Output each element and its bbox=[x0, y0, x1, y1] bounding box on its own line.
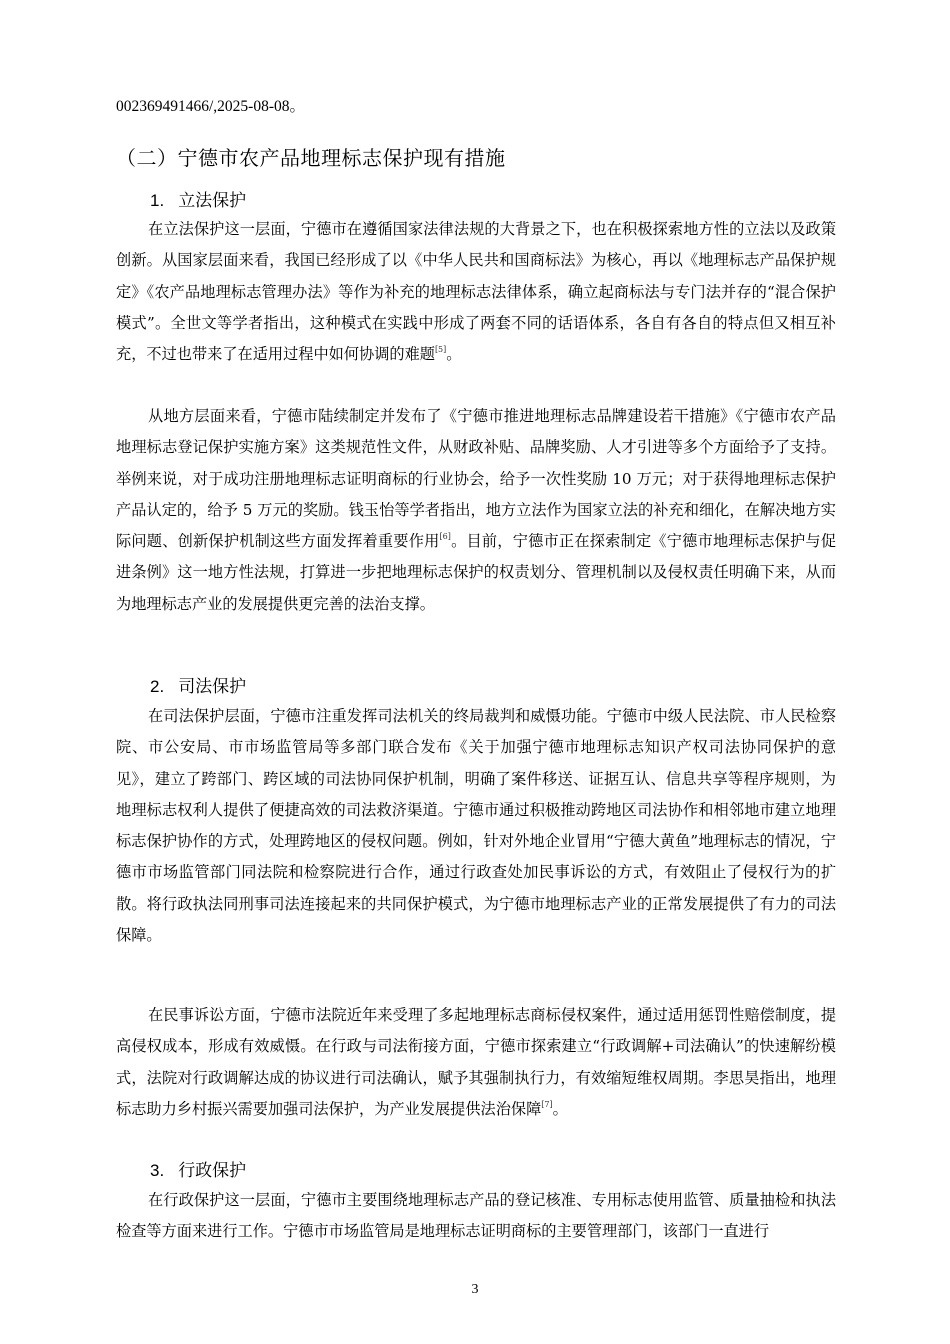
paragraph bbox=[116, 401, 836, 620]
subsection-number: 2. bbox=[150, 677, 165, 696]
page-number: 3 bbox=[471, 1282, 479, 1297]
subsection-heading-2 bbox=[150, 672, 246, 697]
citation-marker: [5] bbox=[434, 345, 447, 355]
paragraph-text: 。目前，宁德市正在探索制定《宁德市地理标志保护与促进条例》这一地方性法规，打算进一步把地理标志保护的权责划分、管理机制以及侵权责任明确下来，从而为地理标志产业的发展提供更完善的法治支撑。 bbox=[116, 532, 837, 613]
subsection-number: 3. bbox=[150, 1161, 165, 1180]
paragraph bbox=[116, 1000, 836, 1125]
citation-marker: [7] bbox=[541, 1099, 553, 1109]
paragraph bbox=[116, 214, 836, 370]
paragraph-text: 在立法保护这一层面，宁德市在遵循国家法律法规的大背景之下，也在积极探索地方性的立法以及政策创新。从国家层面来看，我国已经形成了以《中华人民共和国商标法》为核心，再以《地理标志产品保护规定》《农产品地理标志管理办法》等作为补充的地理标志法律体系，确立起商标法与专门法并存的“混合保护模式”。全世文等学者指出，这种模式在实践中形成了两套不同的话语体系，各自有各自的特点但又相互补充，不过也带来了在适用过程中如何协调的难题 bbox=[116, 220, 836, 364]
subsection-title: 司法保护 bbox=[178, 677, 247, 697]
paragraph-text: 。 bbox=[446, 345, 462, 364]
paragraph-text: 在行政保护这一层面，宁德市主要围绕地理标志产品的登记核准、专用标志使用监管、质量抽检和执法检查等方面来进行工作。宁德市市场监管局是地理标志证明商标的主要管理部门，该部门一直进行 bbox=[116, 1191, 836, 1241]
subsection-number: 1. bbox=[150, 191, 165, 210]
reference-tail: 002369491466/,2025-08-08。 bbox=[116, 98, 306, 115]
paragraph-text: 从地方层面来看，宁德市陆续制定并发布了《宁德市推进地理标志品牌建设若干措施》《宁德市农产品地理标志登记保护实施方案》这类规范性文件，从财政补贴、品牌奖励、人才引进等多个方面给予了支持。举例来说，对于成功注册地理标志证明商标的行业协会，给予一次性奖励 10 万元；对于获得地理标志保护产品认定的，给予 5 万元的奖励。钱玉怡等学者指出，地方立法作为国家立法的补充和细化，在解决地方实际问题、创新保护机制这些方面发挥着重要作用 bbox=[116, 407, 836, 551]
subsection-title: 行政保护 bbox=[178, 1161, 247, 1181]
paragraph-text: 在民事诉讼方面，宁德市法院近年来受理了多起地理标志商标侵权案件，通过适用惩罚性赔偿制度，提高侵权成本，形成有效威慑。在行政与司法衔接方面，宁德市探索建立“行政调解+司法确认”的快速解纷模式，法院对行政调解达成的协议进行司法确认，赋予其强制执行力，有效缩短维权周期。李思昊指出，地理标志助力乡村振兴需要加强司法保护，为产业发展提供法治保障 bbox=[116, 1006, 836, 1118]
subsection-title: 立法保护 bbox=[178, 191, 247, 211]
paragraph bbox=[116, 1185, 836, 1248]
section-title: （二）宁德市农产品地理标志保护现有措施 bbox=[116, 146, 506, 170]
subsection-heading-3 bbox=[150, 1156, 246, 1181]
paragraph-text: 在司法保护层面，宁德市注重发挥司法机关的终局裁判和威慑功能。宁德市中级人民法院、市人民检察院、市公安局、市市场监管局等多部门联合发布《关于加强宁德市地理标志知识产权司法协同保护的意见》，建立了跨部门、跨区域的司法协同保护机制，明确了案件移送、证据互认、信息共享等程序规则，为地理标志权利人提供了便捷高效的司法救济渠道。宁德市通过积极推动跨地区司法协作和相邻地市建立地理标志保护协作的方式，处理跨地区的侵权问题。例如，针对外地企业冒用“宁德大黄鱼”地理标志的情况，宁德市市场监管部门同法院和检察院进行合作，通过行政查处加民事诉讼的方式，有效阻止了侵权行为的扩散。将行政执法同刑事司法连接起来的共同保护模式，为宁德市地理标志产业的正常发展提供了有力的司法保障。 bbox=[116, 707, 836, 945]
paragraph-text: 。 bbox=[552, 1099, 568, 1118]
subsection-heading-1 bbox=[150, 186, 246, 211]
citation-marker: [6] bbox=[439, 532, 451, 542]
paragraph bbox=[116, 701, 836, 951]
